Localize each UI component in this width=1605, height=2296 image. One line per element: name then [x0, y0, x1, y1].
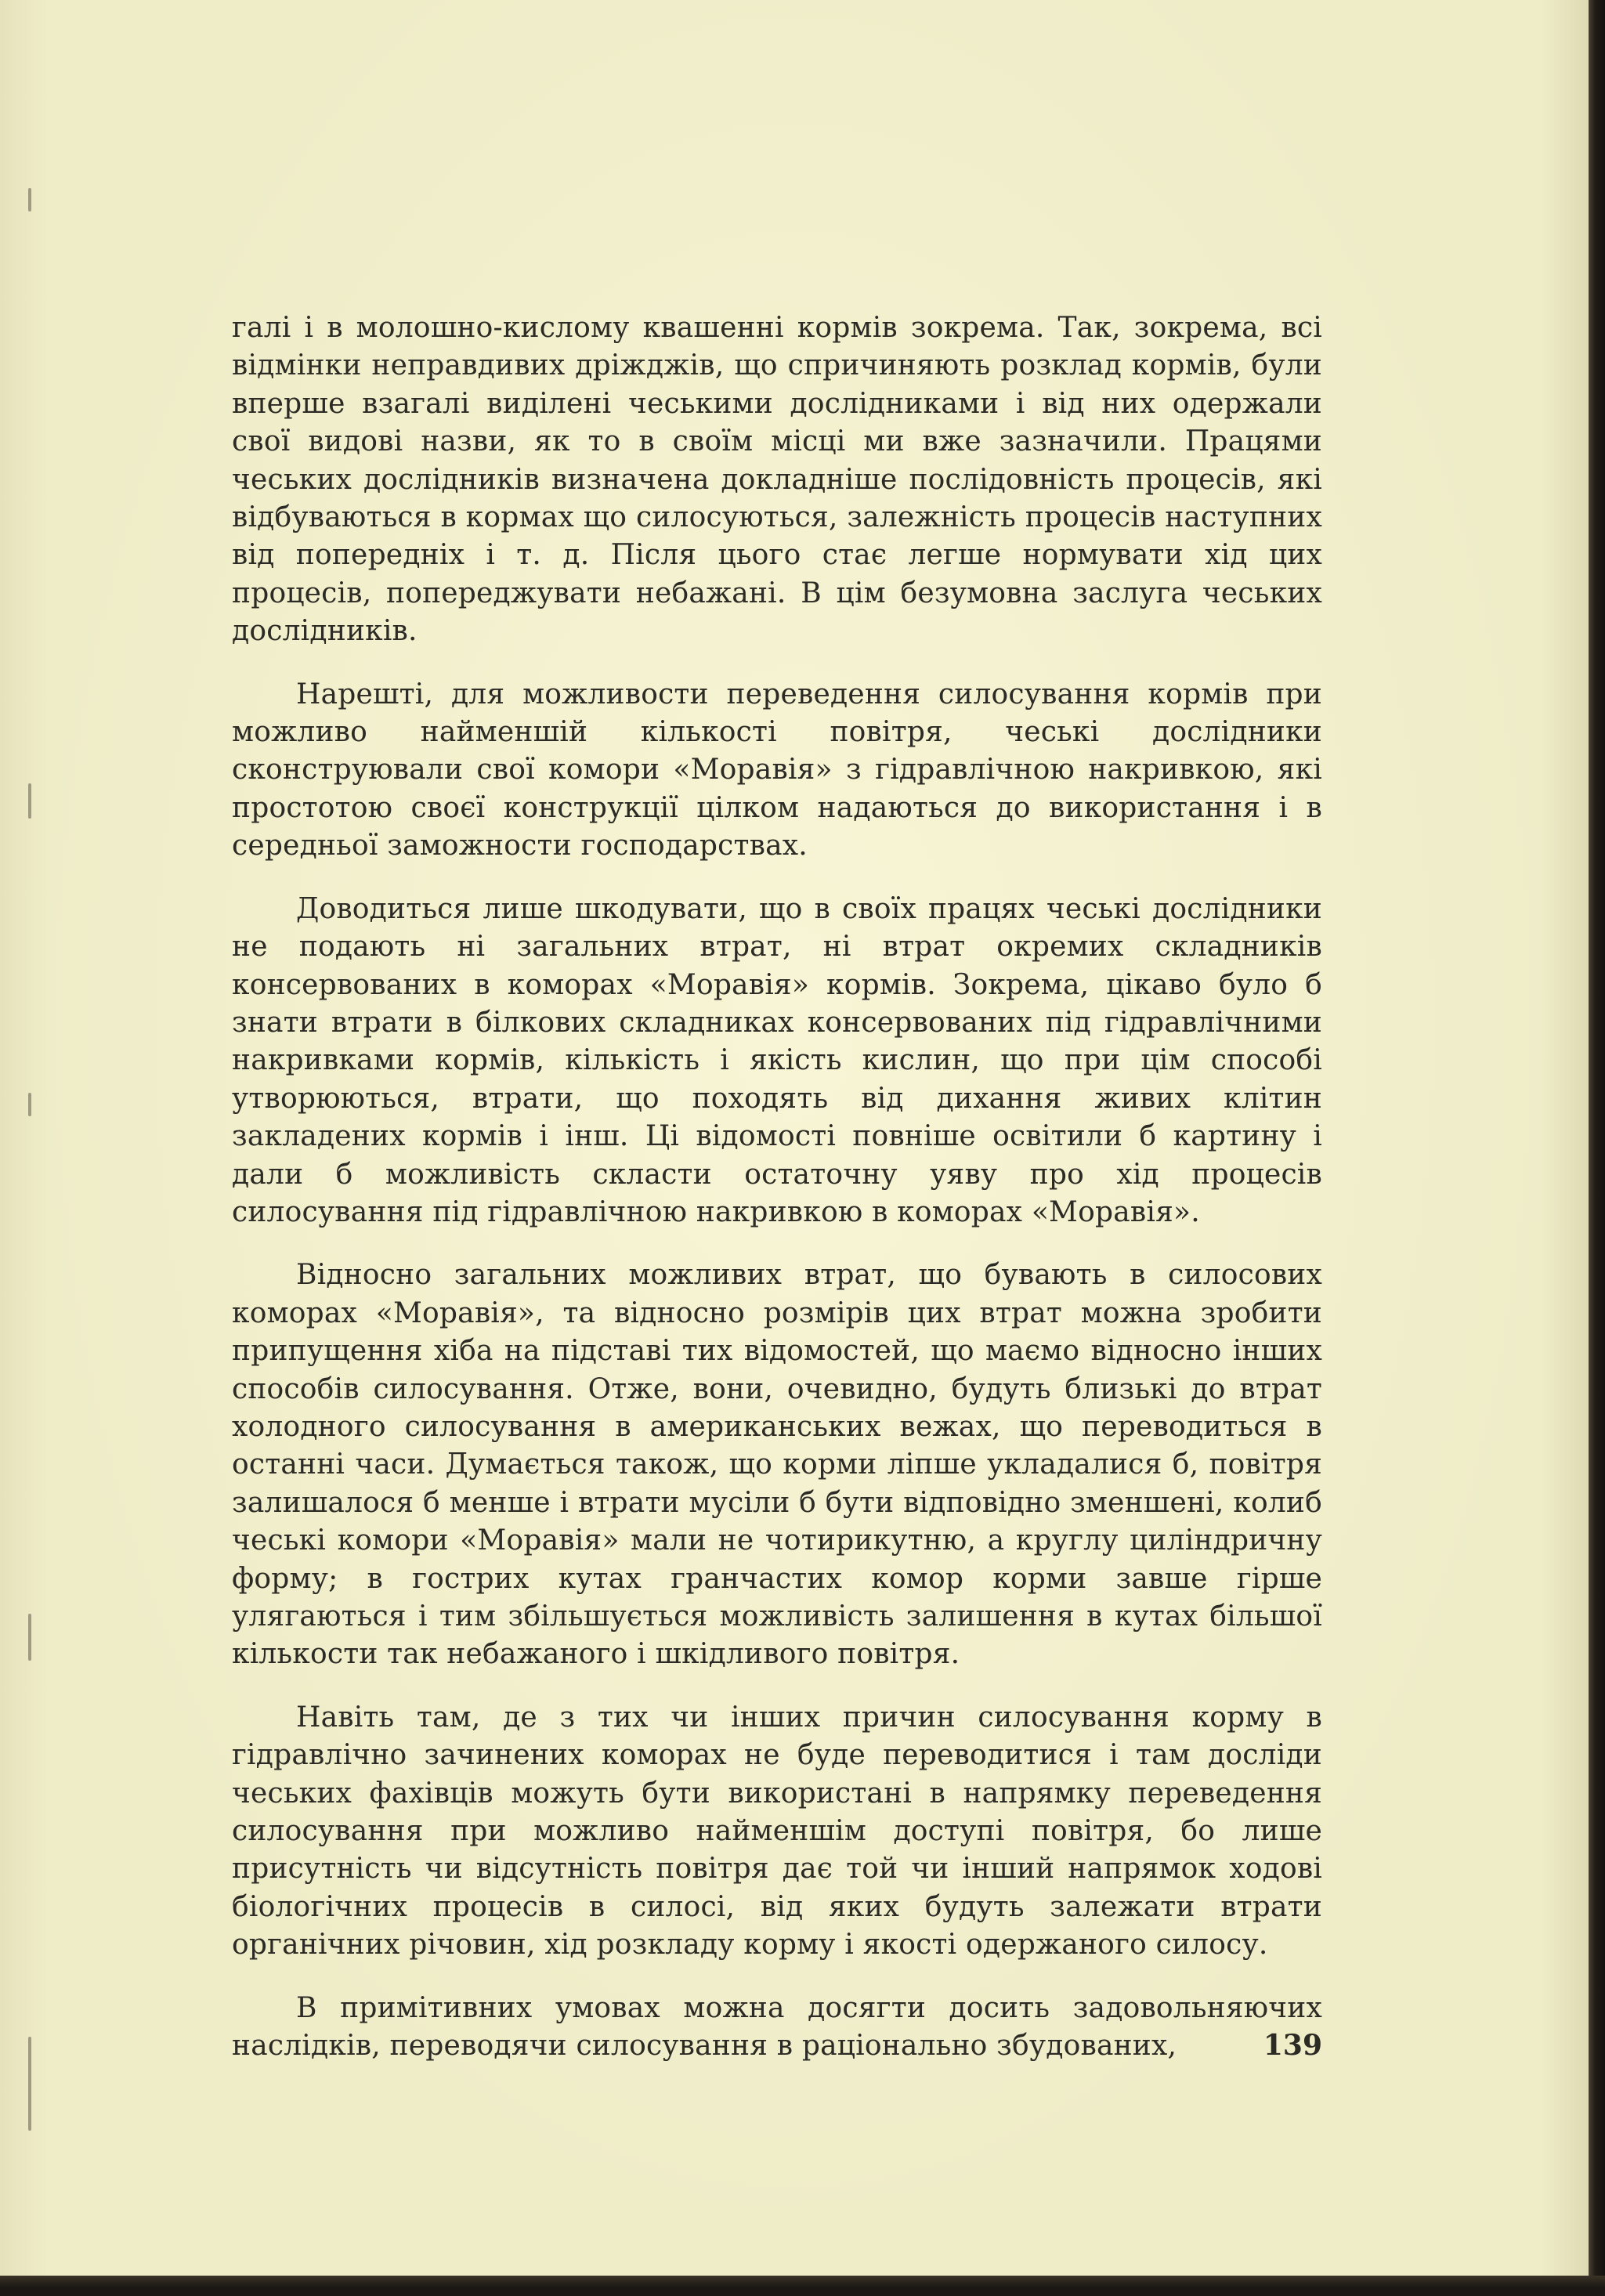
paragraph: Доводиться лише шкодувати, що в своїх працях чеські дослідники не подають ні загальних втрат, ні втрат окремих складників консервованих в коморах «Моравія» кормів. Зокрема, цікаво було б знати втрати в білкових складниках консервованих під гідравлічними накривками кормів, кількість і якість кислин, що при цім способі утворюються, втрати, що походять від дихання живих клітин закладених кормів і інш. Ці відомості повніше освітили б картину і дали б можливість скласти остаточну уяву про хід процесів силосування під гідравлічною накривкою в коморах «Моравія».	[232, 892, 1322, 1228]
binding-mark	[28, 188, 31, 212]
binding-mark	[28, 783, 31, 819]
scan-bottom-shadow	[0, 2276, 1605, 2296]
scan-edge-shadow	[1589, 0, 1605, 2296]
paragraph: Відносно загальних можливих втрат, що бувають в силосових коморах «Моравія», та відносно розмірів цих втрат можна зробити припущення хіба на підставі тих відомостей, що маємо відносно інших способів силосування. Отже, вони, очевидно, будуть близькі до втрат холодного силосування в американських вежах, що переводиться в останні часи. Думається також, що корми ліпше укладалися б, повітря залишалося б менше і втрати мусіли б бути відповідно зменшені, колиб чеські комори «Моравія» мали не чотирикутню, а круглу циліндричну форму; в гострих кутах грaнчастих комор корми завше гірше улягаються і тим збільшується можливість залишення в кутах більшої кількости так небажаного і шкідливого повітря.	[232, 1259, 1322, 1671]
paragraph: Навіть там, де з тих чи інших причин силосування корму в гідравлічно зачинених коморах не буде переводитися і там досліди чеських фахівців можуть бути використані в напрямку переведення силосування при можливо найменшім доступі повітря, бо лише присутність чи відсутність повітря дає той чи інший напрямок ходові біологічних процесів в силосі, від яких будуть залежати втрати органічних річовин, хід розкладу корму і якості одержаного силосу.	[232, 1701, 1322, 1962]
paragraph: Нарешті, для можливости переведення силосування кормів при можливо найменшій кількості повітря, чеські дослідники сконструювали свої комори «Моравія» з гідравлічною накривкою, які простотою своєї конструкції цілком надаються до використання і в середньої заможности господарствах.	[232, 678, 1322, 862]
binding-mark	[28, 2037, 31, 2131]
page-number: 139	[1263, 2029, 1322, 2062]
paragraph: галі і в молошно-кислому квашенні кормів зокрема. Так, зокрема, всі відмінки неправдивих дріжджів, що спричиняють розклад кормів, були вперше взагалі виділені чеськими дослідниками і від них одержали свої видові назви, як то в своїм місці ми вже зазначили. Працями чеських дослідників визначена докладніше послідовність процесів, які відбуваються в кормах що силосуються, залежність процесів наступних від попередніх і т. д. Після цього стає легше нормувати хід цих процесів, попереджувати небажані. В цім безумовна заслуга чеських дослідників.	[232, 312, 1322, 648]
binding-mark	[28, 1093, 31, 1116]
body-text	[232, 309, 1322, 2090]
binding-mark	[28, 1614, 31, 1661]
paragraph: В примітивних умовах можна досягти досить задовольняючих наслідків, переводячи силосування в раціонально збудованих,	[232, 1991, 1322, 2063]
